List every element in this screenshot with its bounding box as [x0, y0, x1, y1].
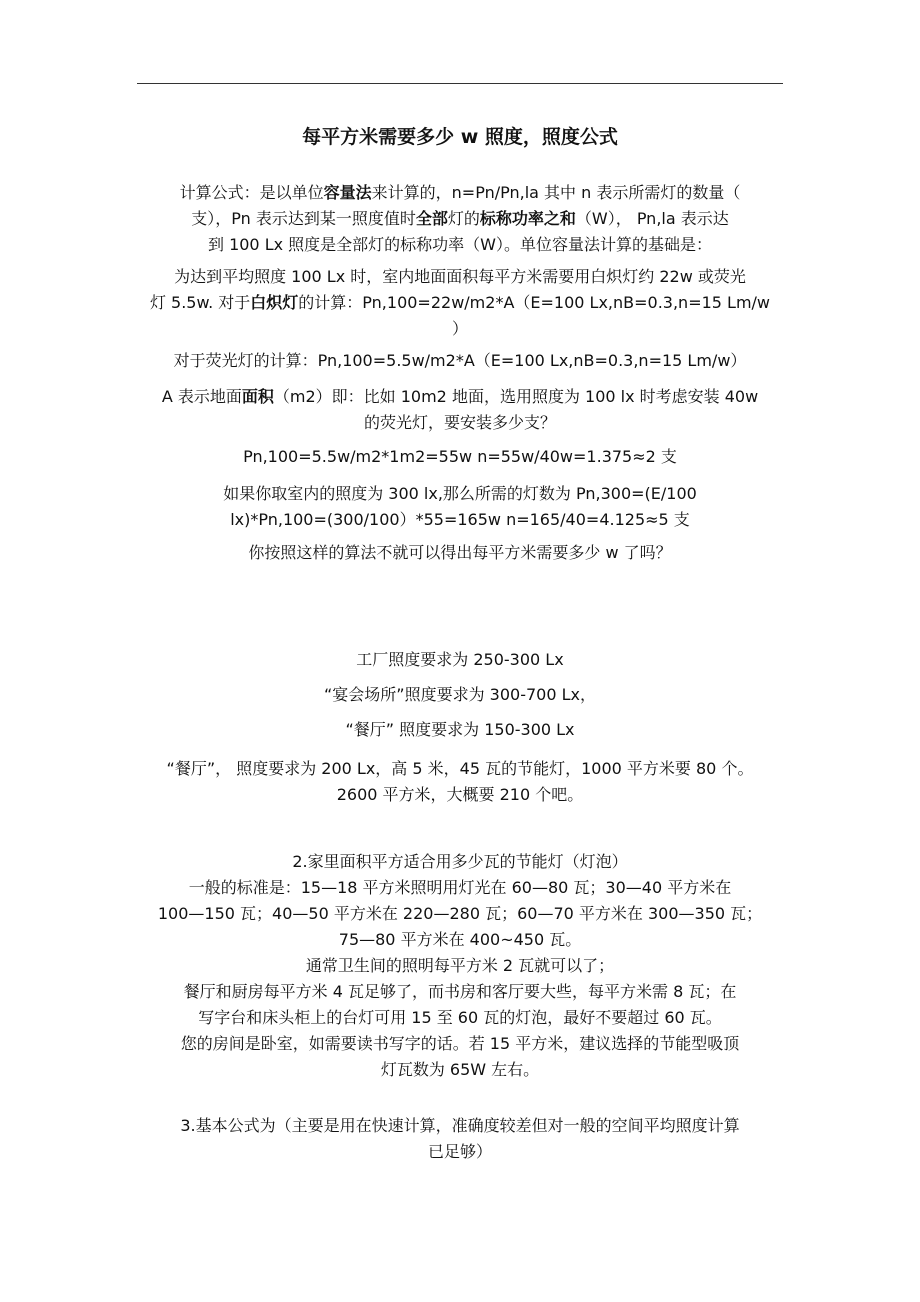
section-2-line-3: 100—150 瓦；40—50 平方米在 220—280 瓦；60—70 平方米在 300—350 瓦； — [157, 904, 763, 923]
section-2-line-8: 您的房间是卧室，如需要读书写字的话。若 15 平方米，建议选择的节能型吸顶 — [180, 1034, 740, 1053]
example-calculation: Pn,100=5.5w/m2*1m2=55w n=55w/40w=1.375≈2 支 — [243, 447, 677, 466]
area-line-2: 的荧光灯，要安装多少支？ — [363, 413, 556, 432]
area-line-1: A 表示地面面积（m2）即：比如 10m2 地面，选用照度为 100 lx 时考虑安装 40w — [161, 387, 759, 406]
restaurant-example-line-1: “餐厅”， 照度要求为 200 Lx，高 5 米，45 瓦的节能灯，1000 平方米要 80 个。 — [166, 759, 754, 778]
300lx-line-1: 如果你取室内的照度为 300 lx,那么所需的灯数为 Pn,300=(E/100 — [223, 484, 697, 503]
section-2-line-9: 灯瓦数为 65W 左右。 — [380, 1060, 540, 1079]
fluorescent-formula: 对于荧光灯的计算：Pn,100=5.5w/m2*A（E=100 Lx,nB=0.3,n=15 Lm/w） — [173, 351, 747, 370]
restaurant-example-line-2: 2600 平方米，大概要 210 个吧。 — [336, 785, 584, 804]
intro-line-2: 支），Pn 表示达到某一照度值时全部灯的标称功率之和（W）， Pn,la 表示达 — [191, 209, 729, 228]
factory-illuminance: 工厂照度要求为 250-300 Lx — [356, 650, 564, 669]
intro-line-3: 到 100 Lx 照度是全部灯的标称功率（W）。单位容量法计算的基础是： — [207, 235, 712, 254]
banquet-illuminance: “宴会场所”照度要求为 300-700 Lx， — [324, 685, 596, 704]
intro-line-1: 计算公式：是以单位容量法来计算的，n=Pn/Pn,la 其中 n 表示所需灯的数量（ — [179, 183, 741, 202]
restaurant-example — [137, 756, 783, 808]
section-2-line-6: 餐厅和厨房每平方米 4 瓦足够了，而书房和客厅要大些，每平方米需 8 瓦；在 — [183, 982, 737, 1001]
section-2-line-5: 通常卫生间的照明每平方米 2 瓦就可以了； — [305, 956, 615, 975]
incandescent-paragraph — [137, 264, 783, 342]
section-2 — [137, 849, 783, 1083]
section-2-heading: 2.家里面积平方适合用多少瓦的节能灯（灯泡） — [292, 852, 628, 871]
intro-paragraph — [137, 180, 783, 258]
section-3-line-2: 已足够） — [427, 1142, 492, 1161]
header-rule — [137, 83, 783, 84]
restaurant-illuminance: “餐厅” 照度要求为 150-300 Lx — [345, 720, 575, 739]
section-2-line-7: 写字台和床头柜上的台灯可用 15 至 60 瓦的灯泡，最好不要超过 60 瓦。 — [198, 1008, 722, 1027]
incandescent-line-2: 灯 5.5w. 对于白炽灯的计算：Pn,100=22w/m2*A（E=100 Lx,nB=0.3,n=15 Lm/w — [149, 293, 771, 312]
question-line: 你按照这样的算法不就可以得出每平方米需要多少 w 了吗？ — [248, 543, 672, 562]
section-3-line-1: 3.基本公式为（主要是用在快速计算，准确度较差但对一般的空间平均照度计算 — [180, 1116, 740, 1135]
section-3 — [137, 1113, 783, 1165]
section-2-line-2: 一般的标准是：15—18 平方米照明用灯光在 60—80 瓦；30—40 平方米在 — [188, 878, 732, 897]
section-2-line-4: 75—80 平方米在 400~450 瓦。 — [338, 930, 582, 949]
incandescent-line-1: 为达到平均照度 100 Lx 时，室内地面面积每平方米需要用白炽灯约 22w 或荧光 — [174, 267, 746, 286]
300lx-line-2: lx)*Pn,100=(300/100）*55=165w n=165/40=4.125≈5 支 — [230, 510, 690, 529]
page-title: 每平方米需要多少 w 照度，照度公式 — [302, 126, 618, 148]
incandescent-line-3: ） — [451, 319, 468, 338]
300lx-paragraph — [137, 481, 783, 533]
area-paragraph — [137, 384, 783, 436]
